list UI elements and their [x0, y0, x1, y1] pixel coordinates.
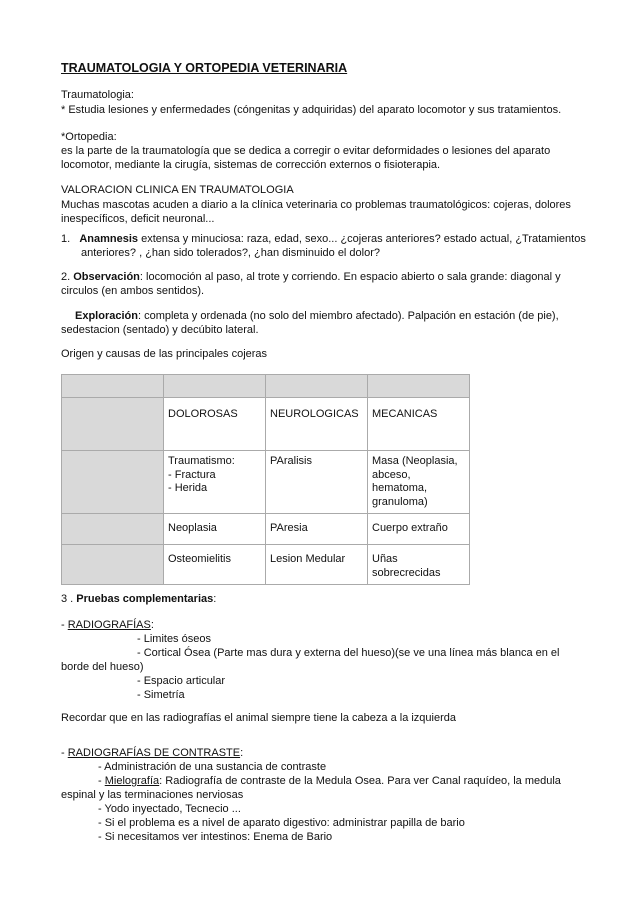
exploracion-text1: : completa y ordenada (no solo del miembro afectado). Palpación en estación (de pie), [137, 310, 559, 322]
table-cell: PAralisis [266, 451, 368, 514]
observacion-number: 2. [61, 271, 71, 283]
table-top-band [62, 375, 470, 398]
anamnesis-line1 [61, 232, 586, 247]
table-header-row [62, 398, 470, 451]
pruebas-tail: : [213, 593, 217, 605]
radiografias-item: - Simetría [137, 689, 185, 701]
header-neurologicas: NEUROLOGICAS [266, 398, 368, 451]
pruebas-label: Pruebas complementarias [76, 593, 214, 605]
exploracion-text2: sedestacion (sentado) y decúbito lateral. [61, 324, 259, 336]
radiografias-item: borde del hueso) [61, 661, 144, 673]
contraste-item: - Yodo inyectado, Tecnecio ... [98, 803, 241, 815]
table-cell: PAresia [266, 514, 368, 545]
table-cell: Lesion Medular [266, 545, 368, 585]
valoracion-line2: inespecíficos, deficit neuronal... [61, 213, 215, 225]
table-cell: Traumatismo: - Fractura - Herida [164, 451, 266, 514]
table-band-cell [62, 375, 164, 398]
radiografias-item: - Cortical Ósea (Parte mas dura y externa del hueso)(se ve una línea más blanca en el [137, 647, 560, 659]
contraste-item: - Si necesitamos ver intestinos: Enema de Bario [98, 831, 333, 843]
header-mecanicas: MECANICAS [368, 398, 470, 451]
ortopedia-line2: locomotor, mediante la cirugía, sistemas de corrección externos o fisioterapia. [61, 159, 441, 171]
table-cell: Cuerpo extraño [368, 514, 470, 545]
radiografias-heading: - RADIOGRAFÍAS: [61, 619, 154, 631]
anamnesis-number: 1. [61, 233, 71, 245]
table-row [62, 514, 470, 545]
document-title: TRAUMATOLOGIA Y ORTOPEDIA VETERINARIA [61, 61, 348, 75]
pruebas-number: 3 . [61, 593, 77, 605]
contraste-item: - Si el problema es a nivel de aparato digestivo: administrar papilla de bario [98, 817, 465, 829]
contraste-label: RADIOGRAFÍAS DE CONTRASTE [67, 747, 241, 759]
mielografia-text: : Radiografía de contraste de la Medula Osea. Para ver Canal raquídeo, la medula [159, 775, 561, 787]
ortopedia-line1: es la parte de la traumatología que se dedica a corregir o evitar deformidades o lesiones del aparato [61, 145, 551, 157]
radiografias-label: RADIOGRAFÍAS [67, 619, 151, 631]
contraste-item: - Administración de una sustancia de contraste [98, 761, 327, 773]
radiografias-item: - Limites óseos [137, 633, 211, 645]
table-cell: Neoplasia [164, 514, 266, 545]
exploracion-label: Exploración [75, 310, 138, 322]
table-cell: Masa (Neoplasia, abceso, hematoma, granuloma) [368, 451, 470, 514]
table-row-label-cell [62, 514, 164, 545]
header-dolorosas: DOLOROSAS [164, 398, 266, 451]
table-row-label-cell [62, 545, 164, 585]
contraste-item-mielografia: - Mielografía: Radiografía de contraste de la Medula Osea. Para ver Canal raquídeo, la medula [98, 775, 561, 787]
observacion-text2: circulos (en ambos sentidos). [61, 285, 205, 297]
table-row [62, 545, 470, 585]
anamnesis-label: Anamnesis [79, 233, 139, 245]
exploracion-line1 [75, 309, 595, 324]
radiografias-item: - Espacio articular [137, 675, 226, 687]
contraste-heading: - RADIOGRAFÍAS DE CONTRASTE: [61, 747, 244, 759]
table-band-cell [164, 375, 266, 398]
table-row [62, 451, 470, 514]
valoracion-line1: Muchas mascotas acuden a diario a la clínica veterinaria co problemas traumatológicos: cojeras, dolores [61, 199, 571, 211]
anamnesis-text1: extensa y minuciosa: raza, edad, sexo... ¿cojeras anteriores? estado actual, ¿Tratamientos [138, 233, 586, 245]
table-corner-cell [62, 398, 164, 451]
traumatologia-heading: Traumatologia: [61, 89, 134, 101]
table-band-cell [368, 375, 470, 398]
observacion-line1 [61, 270, 581, 285]
contraste-item: espinal y las terminaciones nerviosas [61, 789, 244, 801]
cojeras-table [61, 374, 470, 585]
anamnesis-text2: anteriores? , ¿han sido tolerados?, ¿han disminuido el dolor? [81, 247, 381, 259]
traumatologia-definition: * Estudia lesiones y enfermedades (cóngenitas y adquiridas) del aparato locomotor y sus tratamientos. [61, 104, 562, 116]
observacion-label: Observación [73, 271, 140, 283]
valoracion-heading: VALORACION CLINICA EN TRAUMATOLOGIA [61, 184, 294, 196]
origen-caption: Origen y causas de las principales cojeras [61, 348, 268, 360]
table-cell: Osteomielitis [164, 545, 266, 585]
mielografia-label: Mielografía [104, 775, 160, 787]
table-cell: Uñas sobrecrecidas [368, 545, 470, 585]
table-row-label-cell [62, 451, 164, 514]
pruebas-heading [61, 592, 581, 607]
ortopedia-heading: *Ortopedia: [61, 131, 117, 143]
table-band-cell [266, 375, 368, 398]
recordar-note: Recordar que en las radiografías el animal siempre tiene la cabeza a la izquierda [61, 712, 457, 724]
observacion-text1: : locomoción al paso, al trote y corriendo. En espacio abierto o sala grande: diagonal y [139, 271, 561, 283]
